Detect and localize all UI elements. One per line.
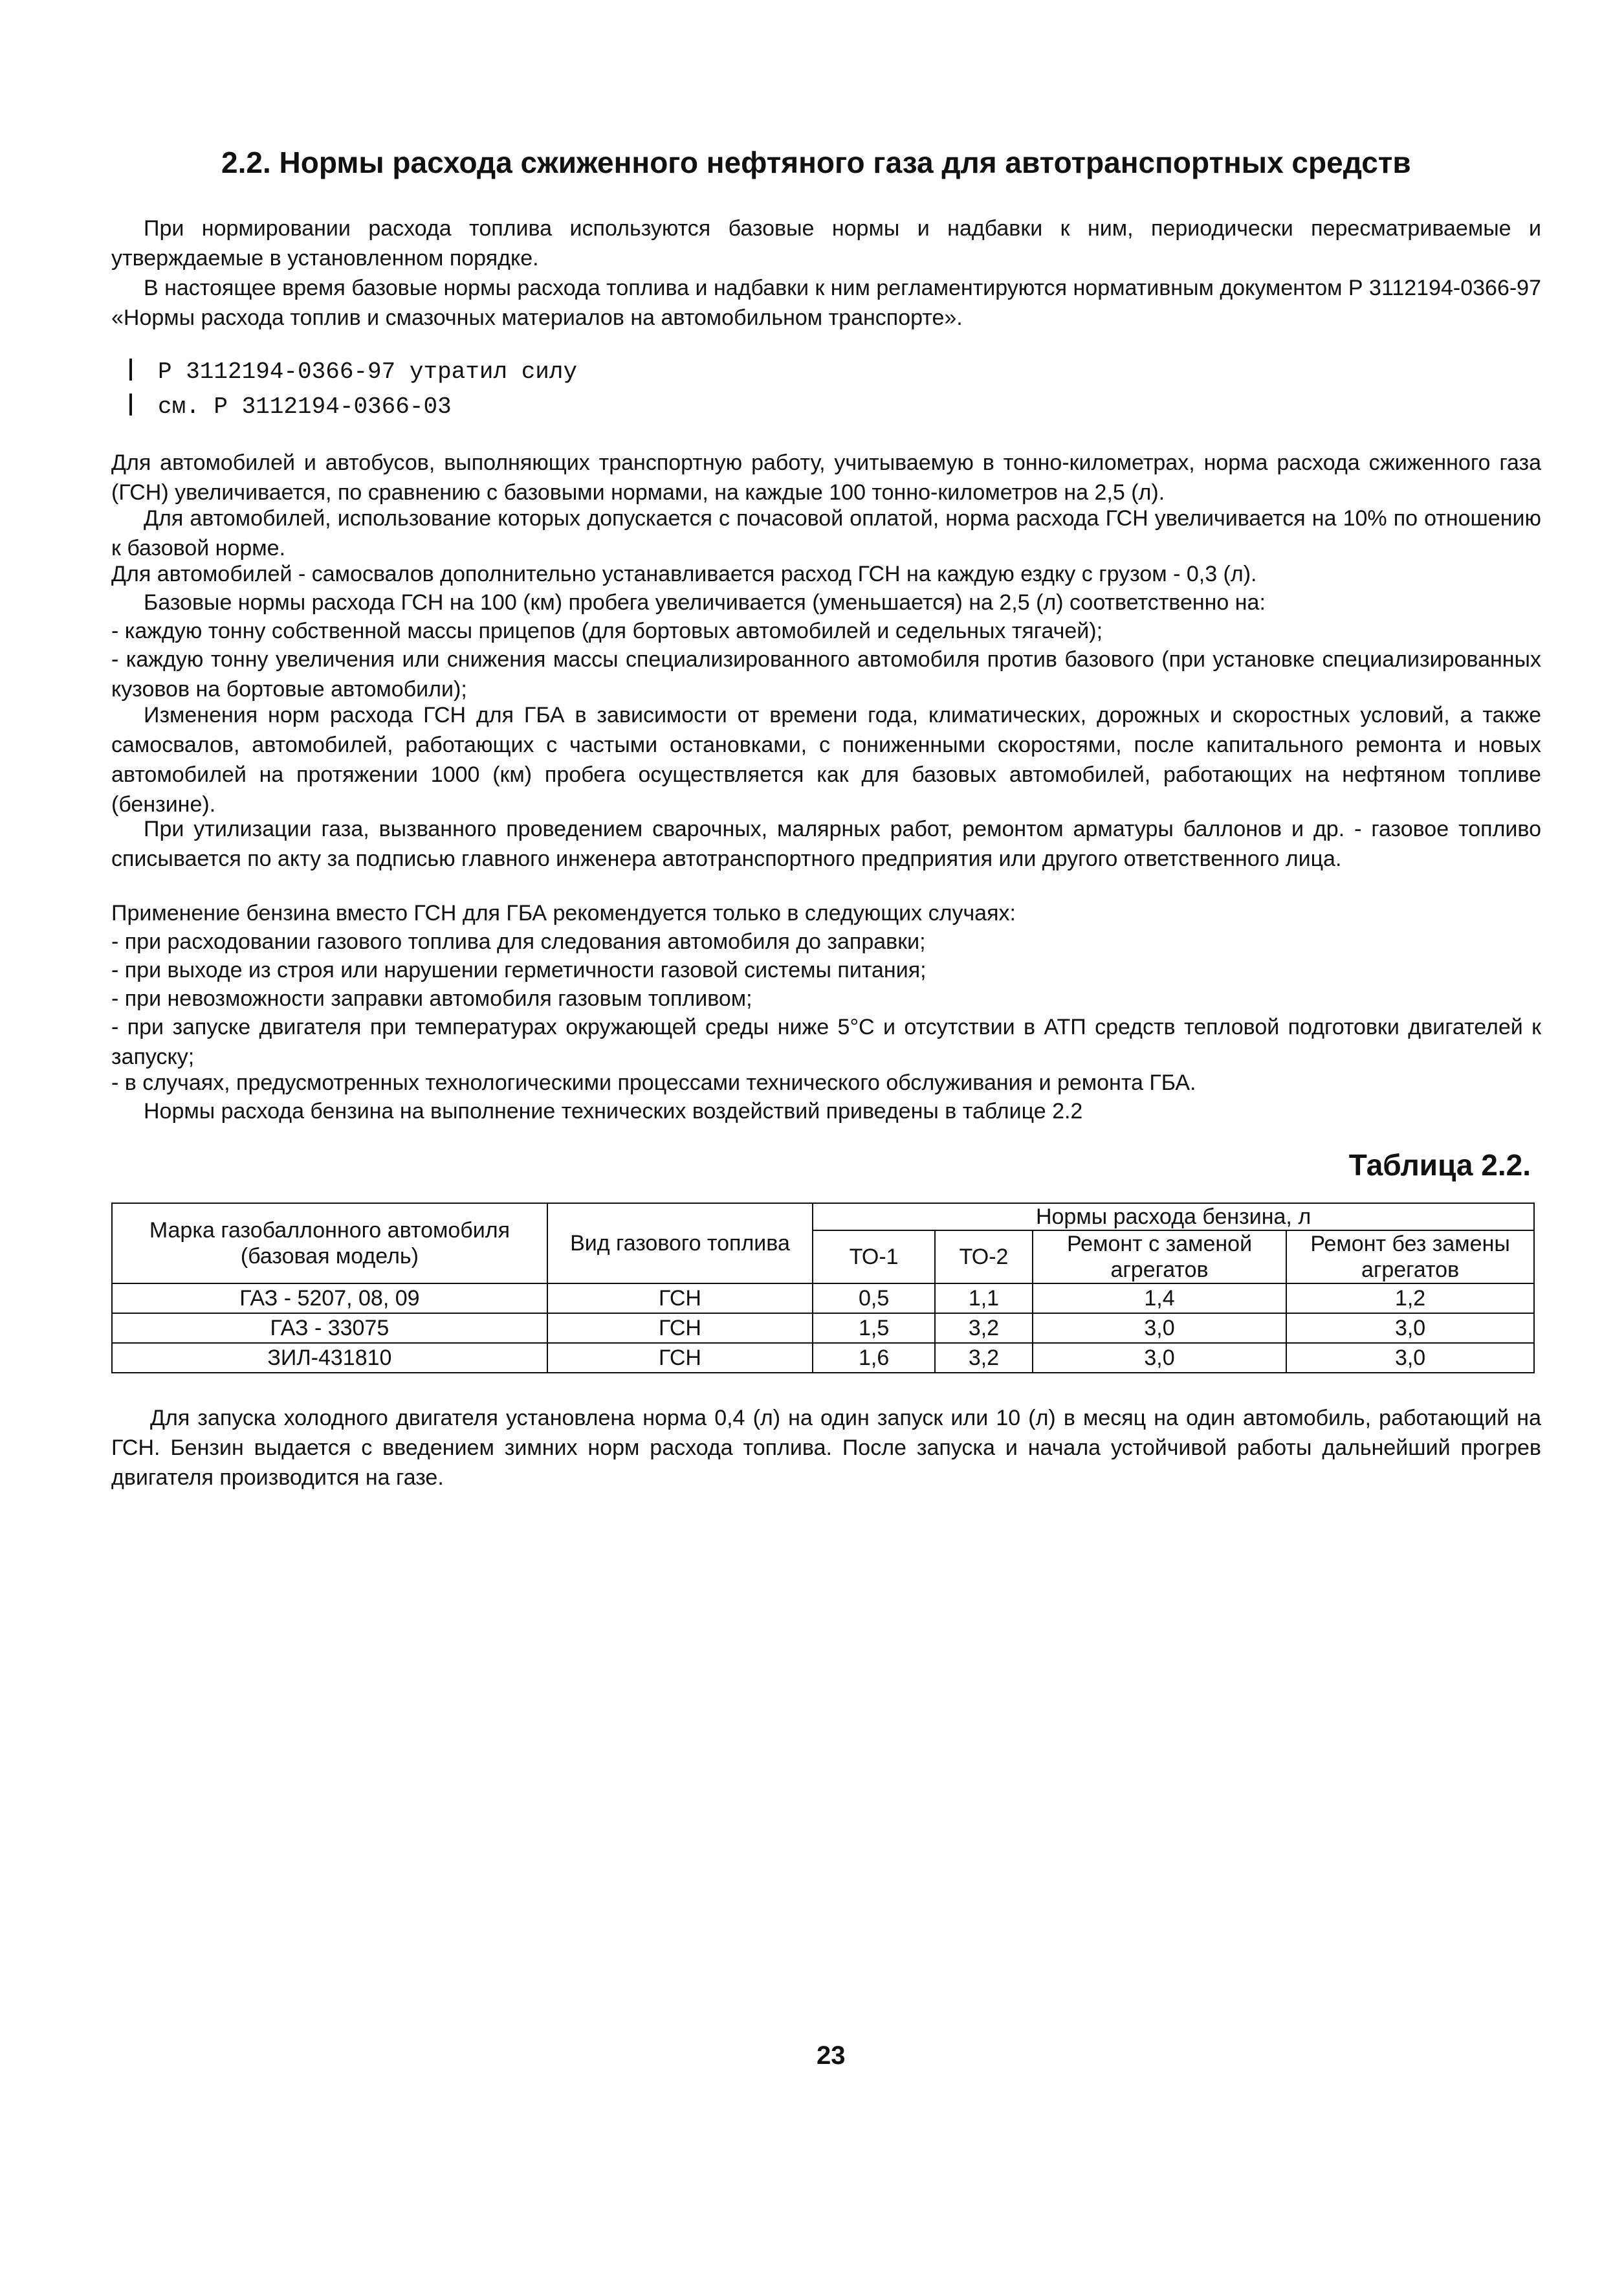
cell-fuel: ГСН bbox=[547, 1343, 813, 1373]
table-row bbox=[112, 1283, 1534, 1313]
table-row bbox=[112, 1343, 1534, 1373]
body-paragraph-6: При утилизации газа, вызванного проведением сварочных, малярных работ, ремонтом арматуры баллонов и др. - газовое топливо списывается по акту за подписью главного инженера автотранспортного предприятия или другого ответственного лица. bbox=[111, 817, 1541, 871]
body-list-item-1: - каждую тонну собственной массы прицепов (для бортовых автомобилей и седельных тягачей); bbox=[111, 619, 1103, 643]
body-list-item-6: - при запуске двигателя при температурах окружающей среды ниже 5°С и отсутствии в АТП средств тепловой подготовки двигателей к запуску; bbox=[111, 1015, 1541, 1069]
annotation-line-2 bbox=[129, 390, 452, 425]
header-repair-without: Ремонт без замены агрегатов bbox=[1286, 1230, 1534, 1283]
cell-repair-with: 3,0 bbox=[1033, 1343, 1286, 1373]
body-list-item-7: - в случаях, предусмотренных технологическими процессами технического обслуживания и ремонта ГБА. bbox=[111, 1070, 1196, 1095]
cell-to2: 3,2 bbox=[935, 1343, 1033, 1373]
header-to2: ТО-2 bbox=[935, 1230, 1033, 1283]
annotation-text-2: см. Р 3112194-0366-03 bbox=[158, 394, 452, 420]
body-paragraph-5: Изменения норм расхода ГСН для ГБА в зависимости от времени года, климатических, дорожных и скоростных условий, а также самосвалов, автомобилей, работающих с частыми остановками, с пониженными скоростями, после капитального ремонта и новых автомобилей на протяжении 1000 (км) пробега осуществляется как для базовых автомобилей, работающих на нефтяном топливе (бензине). bbox=[111, 703, 1541, 817]
cell-to1: 1,6 bbox=[813, 1343, 935, 1373]
cell-fuel: ГСН bbox=[547, 1313, 813, 1343]
body-paragraph-3: Для автомобилей - самосвалов дополнительно устанавливается расход ГСН на каждую ездку с грузом - 0,3 (л). bbox=[111, 562, 1257, 586]
header-fuel: Вид газового топлива bbox=[547, 1203, 813, 1283]
table-caption: Таблица 2.2. bbox=[1348, 1148, 1531, 1182]
page-number: 23 bbox=[817, 2041, 846, 2070]
cell-repair-without: 3,0 bbox=[1286, 1343, 1534, 1373]
body-paragraph-1: Для автомобилей и автобусов, выполняющих транспортную работу, учитываемую в тонно-километрах, норма расхода сжиженного газа (ГСН) увеличивается, по сравнению с базовыми нормами, на каждые 100 тонно-километров на 2,5 (л). bbox=[111, 450, 1541, 505]
header-model: Марка газобаллонного автомобиля (базовая модель) bbox=[112, 1203, 547, 1283]
fuel-norms-table bbox=[111, 1203, 1535, 1373]
cell-to1: 1,5 bbox=[813, 1313, 935, 1343]
header-to1: ТО-1 bbox=[813, 1230, 935, 1283]
section-title: 2.2. Нормы расхода сжиженного нефтяного газа для автотранспортных средств bbox=[221, 146, 1411, 179]
margin-bar bbox=[129, 359, 132, 381]
body-list-item-5: - при невозможности заправки автомобиля газовым топливом; bbox=[111, 986, 752, 1011]
cell-to2: 3,2 bbox=[935, 1313, 1033, 1343]
cell-model: ГАЗ - 5207, 08, 09 bbox=[112, 1283, 547, 1313]
header-repair-with: Ремонт с заменой агрегатов bbox=[1033, 1230, 1286, 1283]
body-list-item-2: - каждую тонну увеличения или снижения массы специализированного автомобиля против базового (при установке специализированных кузовов на бортовые автомобили); bbox=[111, 647, 1541, 702]
cell-to1: 0,5 bbox=[813, 1283, 935, 1313]
body-list-item-3: - при расходовании газового топлива для следования автомобиля до заправки; bbox=[111, 929, 926, 954]
cell-repair-without: 3,0 bbox=[1286, 1313, 1534, 1343]
intro-paragraph-1: При нормировании расхода топлива используются базовые нормы и надбавки к ним, периодически пересматриваемые и утверждаемые в установленном порядке. bbox=[111, 216, 1541, 271]
cell-model: ЗИЛ-431810 bbox=[112, 1343, 547, 1373]
cell-fuel: ГСН bbox=[547, 1283, 813, 1313]
body-list-item-4: - при выходе из строя или нарушении герметичности газовой системы питания; bbox=[111, 958, 927, 982]
header-norms: Нормы расхода бензина, л bbox=[813, 1203, 1534, 1230]
table-row bbox=[112, 1313, 1534, 1343]
annotation-line-1 bbox=[129, 355, 577, 390]
margin-bar bbox=[129, 394, 132, 416]
body-paragraph-7: Применение бензина вместо ГСН для ГБА рекомендуется только в следующих случаях: bbox=[111, 901, 1016, 926]
annotation-text-1: Р 3112194-0366-97 утратил силу bbox=[158, 359, 578, 385]
cell-repair-with: 1,4 bbox=[1033, 1283, 1286, 1313]
cell-repair-with: 3,0 bbox=[1033, 1313, 1286, 1343]
cell-repair-without: 1,2 bbox=[1286, 1283, 1534, 1313]
intro-paragraph-2: В настоящее время базовые нормы расхода топлива и надбавки к ним регламентируются нормативным документом Р 3112194-0366-97 «Нормы расхода топлив и смазочных материалов на автомобильном транспорте». bbox=[111, 276, 1541, 330]
body-paragraph-4: Базовые нормы расхода ГСН на 100 (км) пробега увеличивается (уменьшается) на 2,5 (л) соответственно на: bbox=[144, 590, 1266, 615]
cell-model: ГАЗ - 33075 bbox=[112, 1313, 547, 1343]
cell-to2: 1,1 bbox=[935, 1283, 1033, 1313]
after-table-paragraph: Для запуска холодного двигателя установлена норма 0,4 (л) на один запуск или 10 (л) в месяц на один автомобиль, работающий на ГСН. Бензин выдается с введением зимних норм расхода топлива. После запуска и начала устойчивой работы дальнейший прогрев двигателя производится на газе. bbox=[111, 1406, 1541, 1490]
body-paragraph-2: Для автомобилей, использование которых допускается с почасовой оплатой, норма расхода ГСН увеличивается на 10% по отношению к базовой норме. bbox=[111, 506, 1541, 560]
body-paragraph-8: Нормы расхода бензина на выполнение технических воздействий приведены в таблице 2.2 bbox=[144, 1099, 1083, 1124]
